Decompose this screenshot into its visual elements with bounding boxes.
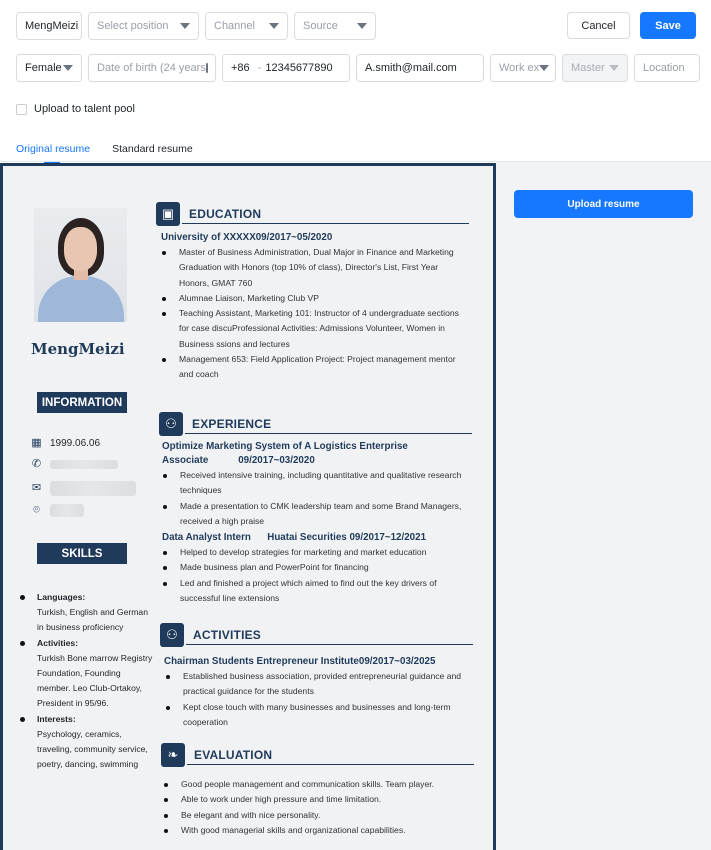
email-field[interactable] — [356, 54, 484, 82]
photo-face — [64, 227, 97, 271]
gender-value: Female — [25, 62, 62, 74]
section-rule — [182, 223, 469, 224]
bullet: With good managerial skills and organizational capabilities. — [163, 823, 463, 838]
tab-standard-resume[interactable]: Standard resume — [112, 143, 193, 155]
birthdate-value: 1999.06.06 — [50, 438, 101, 449]
dob-placeholder: Date of birth (24 years — [97, 62, 206, 74]
source-placeholder: Source — [303, 20, 338, 32]
position-placeholder: Select position — [97, 20, 169, 32]
redacted-email — [50, 481, 136, 496]
source-select[interactable] — [294, 12, 376, 40]
gender-select[interactable] — [16, 54, 82, 82]
skill-label: Activities: — [37, 637, 79, 648]
upload-resume-button[interactable]: Upload resume — [514, 190, 693, 218]
chevron-down-icon — [609, 65, 619, 71]
education-entry: University of XXXXX09/2017~05/2020 — [161, 232, 333, 243]
talent-pool-option[interactable] — [16, 103, 135, 115]
bullet: Made business plan and PowerPoint for financing — [162, 560, 462, 575]
save-button[interactable]: Save — [640, 12, 696, 39]
tab-original-resume[interactable]: Original resume — [16, 143, 90, 163]
bullet: Teaching Assistant, Marketing 101: Instructor of 4 undergraduate sections for case discuProfessional Activities: Admissions Volunteer, Women in Business ssions and lectures — [161, 306, 461, 352]
profile-photo — [34, 208, 127, 322]
redacted-location — [50, 504, 84, 517]
info-phone — [31, 459, 118, 470]
education-section — [156, 202, 461, 383]
form-row-basic — [16, 12, 376, 40]
chevron-down-icon — [63, 65, 73, 71]
phone-separator: - — [257, 62, 262, 74]
calendar-icon: ▦ — [31, 437, 42, 449]
redacted-phone — [50, 460, 118, 469]
graduation-icon: ▣ — [156, 202, 180, 226]
chevron-down-icon — [269, 23, 279, 29]
name-field[interactable] — [16, 12, 82, 40]
resume-tabs — [16, 143, 193, 163]
phone-code: +86 — [231, 62, 250, 74]
education-select[interactable] — [562, 54, 628, 82]
skill-text: Turkish, English and German in business proficiency — [37, 607, 148, 633]
spacer — [161, 767, 463, 777]
people-icon: ⚇ — [160, 623, 184, 647]
leaf-icon: ❧ — [161, 743, 185, 767]
upload-panel — [496, 162, 711, 850]
channel-select[interactable] — [205, 12, 288, 40]
talent-pool-label: Upload to talent pool — [34, 103, 135, 115]
cancel-button[interactable]: Cancel — [567, 12, 630, 39]
activities-title: ACTIVITIES — [193, 628, 262, 642]
form-row-details — [16, 54, 700, 82]
skill-item — [19, 590, 154, 636]
bullet: Master of Business Administration, Dual Major in Finance and Marketing Graduation with Honors (top 10% of class), Director's List, First Year Honors, GMAT 760 — [161, 245, 461, 291]
email-value: A.smith@mail.com — [365, 62, 457, 74]
experience-entry-1-line2: Associate 09/2017~03/2020 — [162, 455, 315, 466]
evaluation-section — [161, 743, 463, 838]
resume-preview — [0, 163, 496, 850]
location-field[interactable] — [634, 54, 700, 82]
bullet: Led and finished a project which aimed to find out the key drivers of successful line extensions — [162, 576, 462, 607]
section-rule — [186, 644, 473, 645]
bullet: Made a presentation to CMK leadership team and some Brand Managers, received a high praise — [162, 499, 462, 530]
location-placeholder: Location — [643, 62, 685, 74]
experience-entry-1 — [162, 440, 462, 468]
bullet: Kept close touch with many businesses and businesses and long-term cooperation — [165, 700, 465, 731]
skill-text: Turkish Bone marrow Registry Foundation, Founding member. Leo Club-Ortakoy, President in 95/96. — [37, 652, 153, 709]
info-birthdate — [31, 438, 100, 449]
mail-icon: ✉ — [31, 482, 42, 494]
experience-entry-1-line1: Optimize Marketing System of A Logistics Enterprise — [162, 441, 408, 452]
experience-title: EXPERIENCE — [192, 417, 272, 431]
education-value: Master — [571, 62, 605, 74]
bullet: Good people management and communication skills. Team player. — [163, 777, 463, 792]
position-select[interactable] — [88, 12, 199, 40]
channel-placeholder: Channel — [214, 20, 255, 32]
chevron-down-icon — [180, 23, 190, 29]
dob-field[interactable] — [88, 54, 216, 82]
bullet: Be elegant and with nice personality. — [163, 808, 463, 823]
bullet: Able to work under high pressure and time limitation. — [163, 792, 463, 807]
info-email — [31, 481, 136, 496]
people-icon: ⚇ — [159, 412, 183, 436]
work-experience-placeholder: Work ex — [499, 62, 540, 74]
skill-label: Languages: — [37, 592, 86, 602]
work-experience-select[interactable] — [490, 54, 556, 82]
phone-icon: ✆ — [31, 458, 42, 470]
section-rule — [185, 433, 472, 434]
calendar-icon — [206, 63, 208, 73]
bullet: Established business association, provided entrepreneurial guidance and practical guidance for the students — [165, 669, 465, 700]
chevron-down-icon — [357, 23, 367, 29]
skill-item — [19, 712, 154, 773]
bullet: Helped to develop strategies for marketing and market education — [162, 545, 462, 560]
experience-section — [159, 412, 462, 606]
chevron-down-icon — [539, 65, 549, 71]
phone-value: 12345677890 — [265, 62, 333, 74]
phone-field[interactable] — [222, 54, 350, 82]
activities-entry: Chairman Students Entrepreneur Institute09/2017~03/2025 — [164, 656, 436, 667]
skills-list — [19, 590, 154, 772]
bullet: Management 653: Field Application Project: Project management mentor and coach — [161, 352, 461, 383]
activities-section — [160, 623, 465, 730]
education-title: EDUCATION — [189, 207, 262, 221]
photo-shirt — [38, 276, 124, 322]
section-rule — [187, 764, 474, 765]
talent-pool-checkbox[interactable] — [16, 104, 27, 115]
experience-entry-2: Data Analyst Intern Huatai Securities 09/2017~12/2021 — [162, 532, 427, 544]
skill-item — [19, 636, 154, 712]
information-heading: INFORMATION — [37, 392, 127, 413]
skills-heading: SKILLS — [37, 543, 127, 564]
resume-name: MengMeizi — [31, 340, 125, 358]
info-location — [31, 504, 84, 517]
name-value: MengMeizi — [25, 20, 79, 32]
location-pin-icon: ⌾ — [33, 504, 40, 516]
bullet: Received intensive training, including quantitative and qualitative research techniques — [162, 468, 462, 499]
evaluation-title: EVALUATION — [194, 748, 273, 762]
bullet: Alumnae Liaison, Marketing Club VP — [161, 291, 461, 306]
skill-text: Psychology, ceramics, traveling, community service, poetry, dancing, swimming — [37, 728, 148, 770]
skill-label: Interests: — [37, 713, 76, 724]
